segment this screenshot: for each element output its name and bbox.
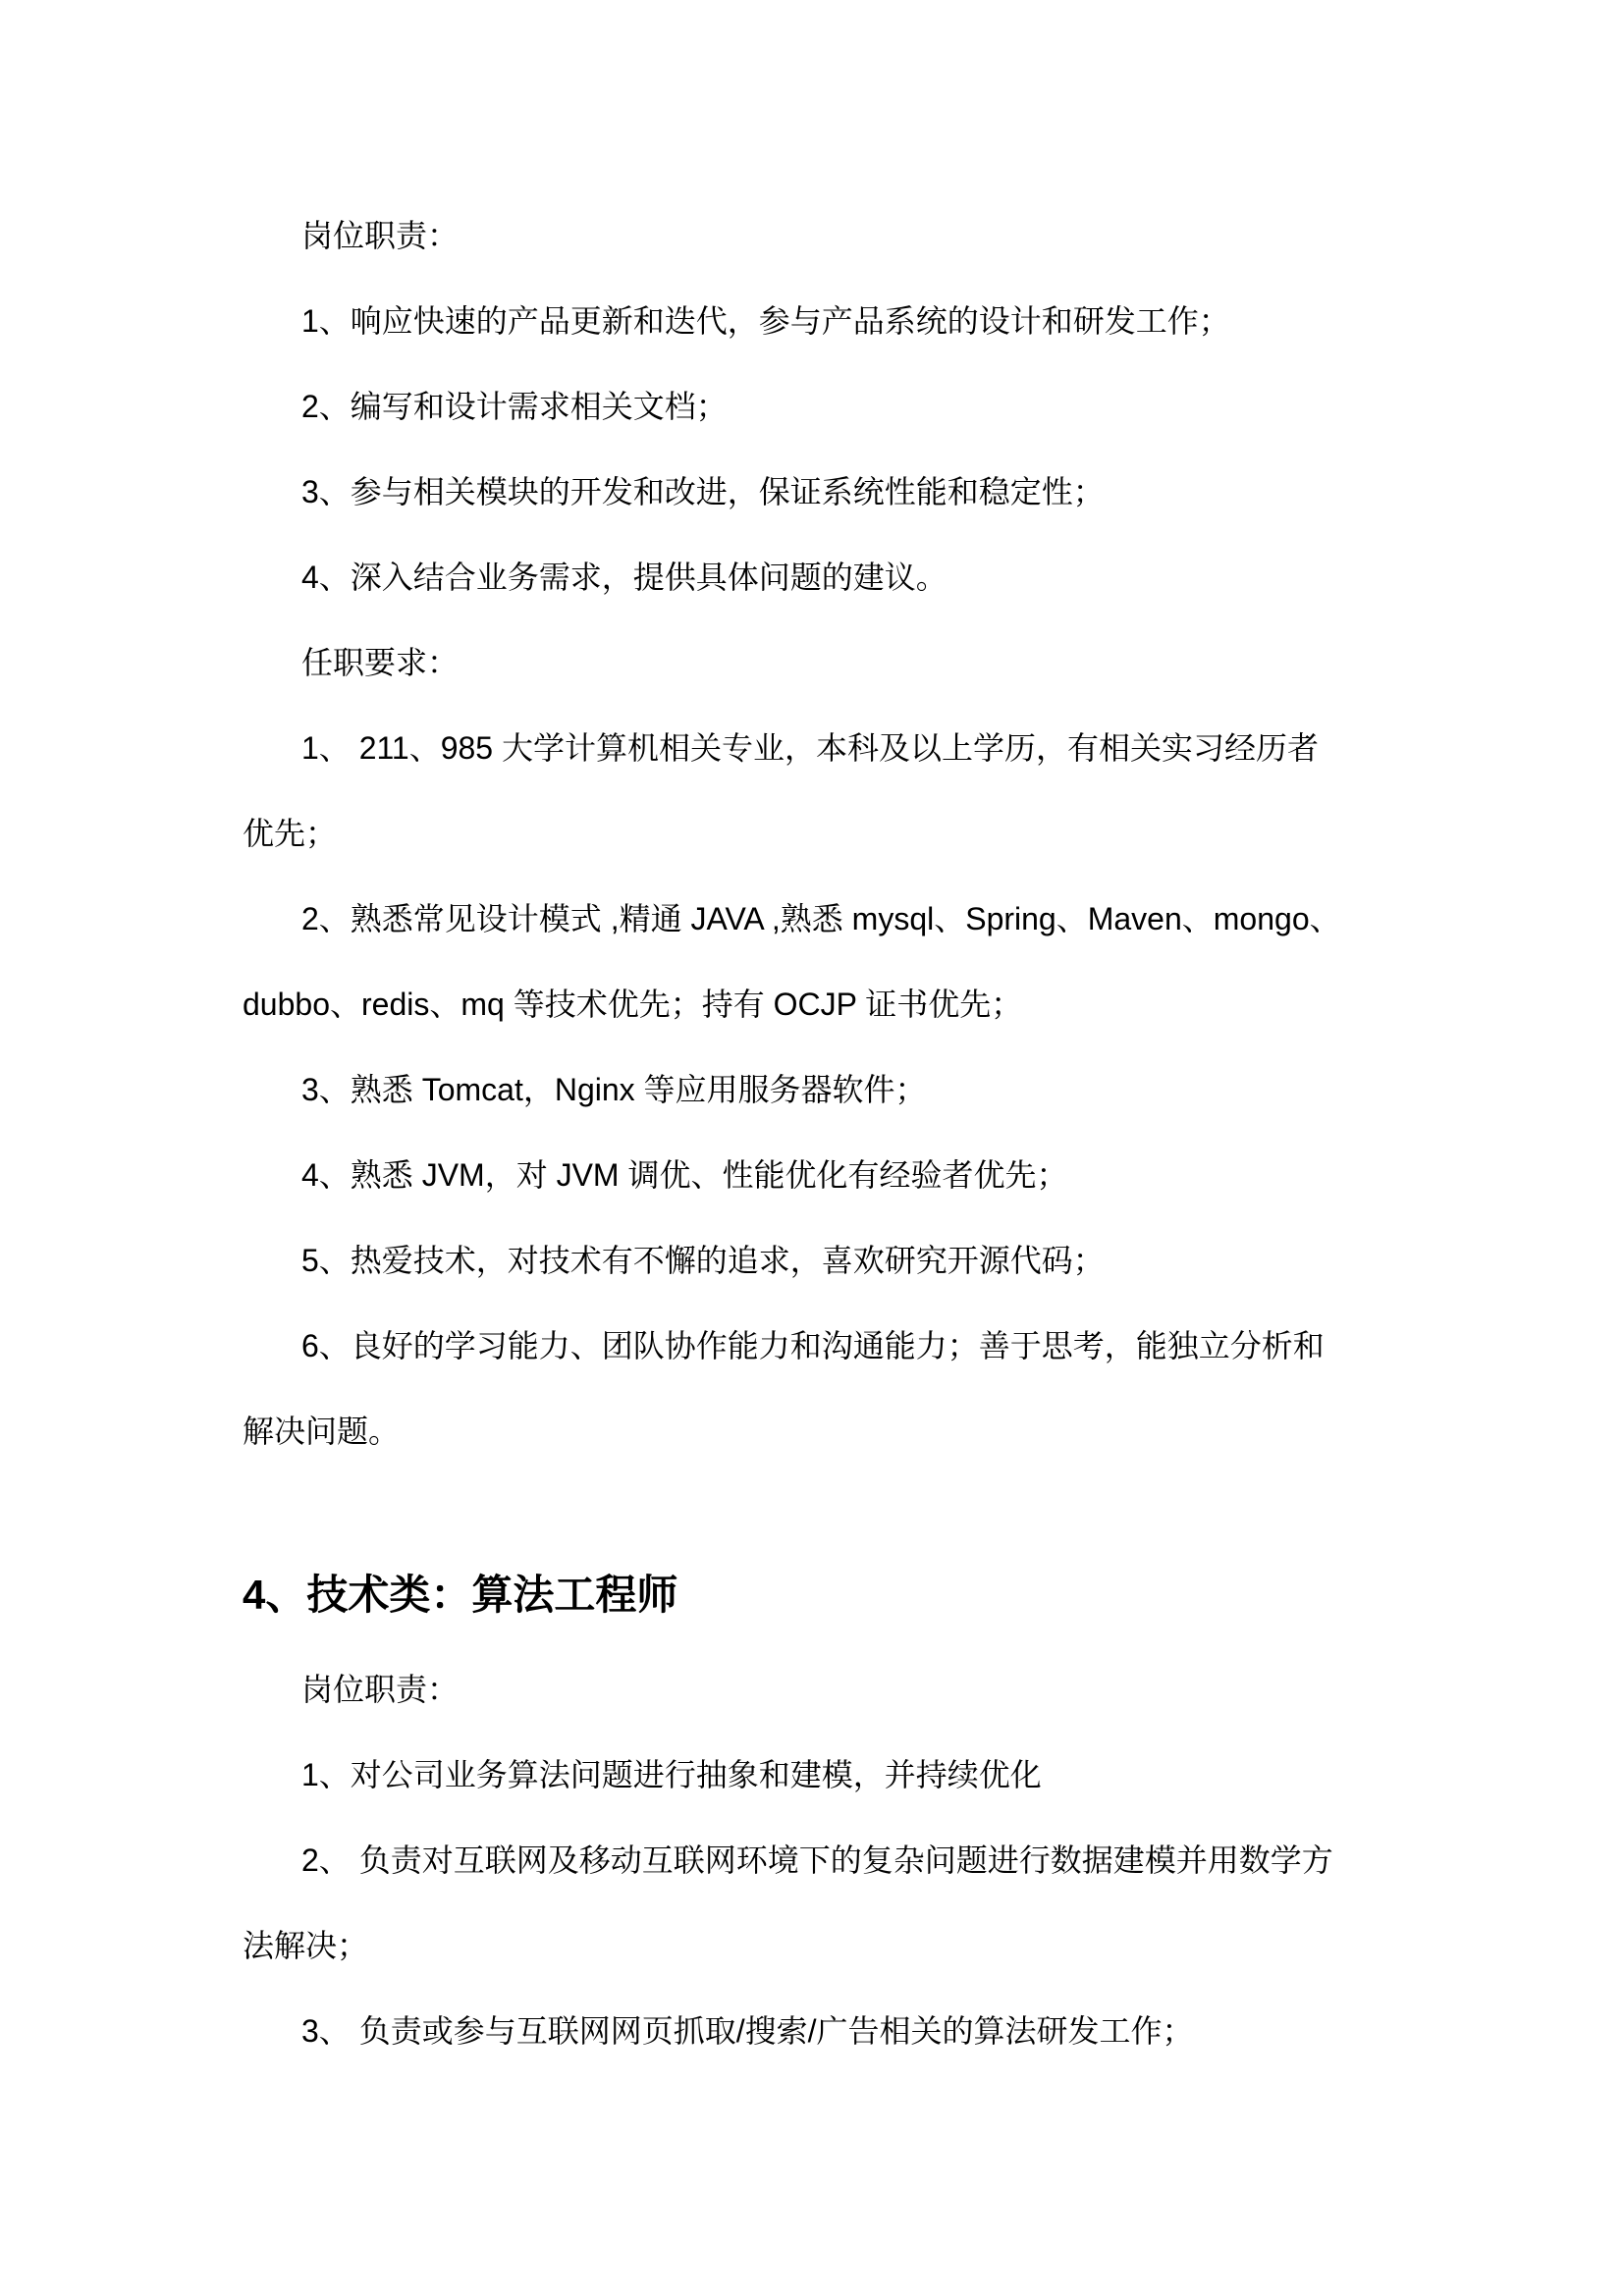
requirement-line: 6、良好的学习能力、团队协作能力和沟通能力；善于思考，能独立分析和 xyxy=(301,1328,1325,1363)
responsibility-line: 1、对公司业务算法问题进行抽象和建模，并持续优化 xyxy=(301,1757,1042,1792)
requirement-line: 5、热爱技术，对技术有不懈的追求，喜欢研究开源代码； xyxy=(301,1243,1105,1278)
responsibility-item: 1、响应快速的产品更新和迭代，参与产品系统的设计和研发工作； xyxy=(301,303,1230,339)
requirement-line-continuation: 优先； xyxy=(243,816,338,851)
requirement-line: 4、熟悉 JVM，对 JVM 调优、性能优化有经验者优先； xyxy=(301,1157,1068,1193)
requirement-line-continuation: dubbo、redis、mq 等技术优先；持有 OCJP 证书优先； xyxy=(243,987,1023,1022)
responsibility-line-continuation: 法解决； xyxy=(243,1928,369,1963)
responsibility-line: 3、 负责或参与互联网网页抓取/搜索/广告相关的算法研发工作； xyxy=(301,2013,1194,2049)
document-body xyxy=(243,193,1431,2074)
requirement-line: 2、熟悉常见设计模式 ,精通 JAVA ,熟悉 mysql、Spring、Maven、mongo、 xyxy=(301,901,1341,936)
responsibility-line: 2、 负责对互联网及移动互联网环境下的复杂问题进行数据建模并用数学方 xyxy=(301,1842,1333,1878)
section-heading-job4: 4、技术类：算法工程师 xyxy=(243,1572,678,1618)
responsibility-item: 2、编写和设计需求相关文档； xyxy=(301,389,728,424)
requirements-label: 任职要求： xyxy=(301,645,460,680)
requirement-line: 1、 211、985 大学计算机相关专业，本科及以上学历，有相关实习经历者 xyxy=(301,730,1319,766)
responsibility-item: 3、参与相关模块的开发和改进，保证系统性能和稳定性； xyxy=(301,474,1105,509)
responsibilities-label: 岗位职责： xyxy=(301,1672,460,1707)
responsibility-item: 4、深入结合业务需求，提供具体问题的建议。 xyxy=(301,560,947,595)
requirement-line: 3、熟悉 Tomcat，Nginx 等应用服务器软件； xyxy=(301,1072,927,1107)
responsibilities-label: 岗位职责： xyxy=(301,218,460,253)
requirement-line-continuation: 解决问题。 xyxy=(243,1414,401,1449)
